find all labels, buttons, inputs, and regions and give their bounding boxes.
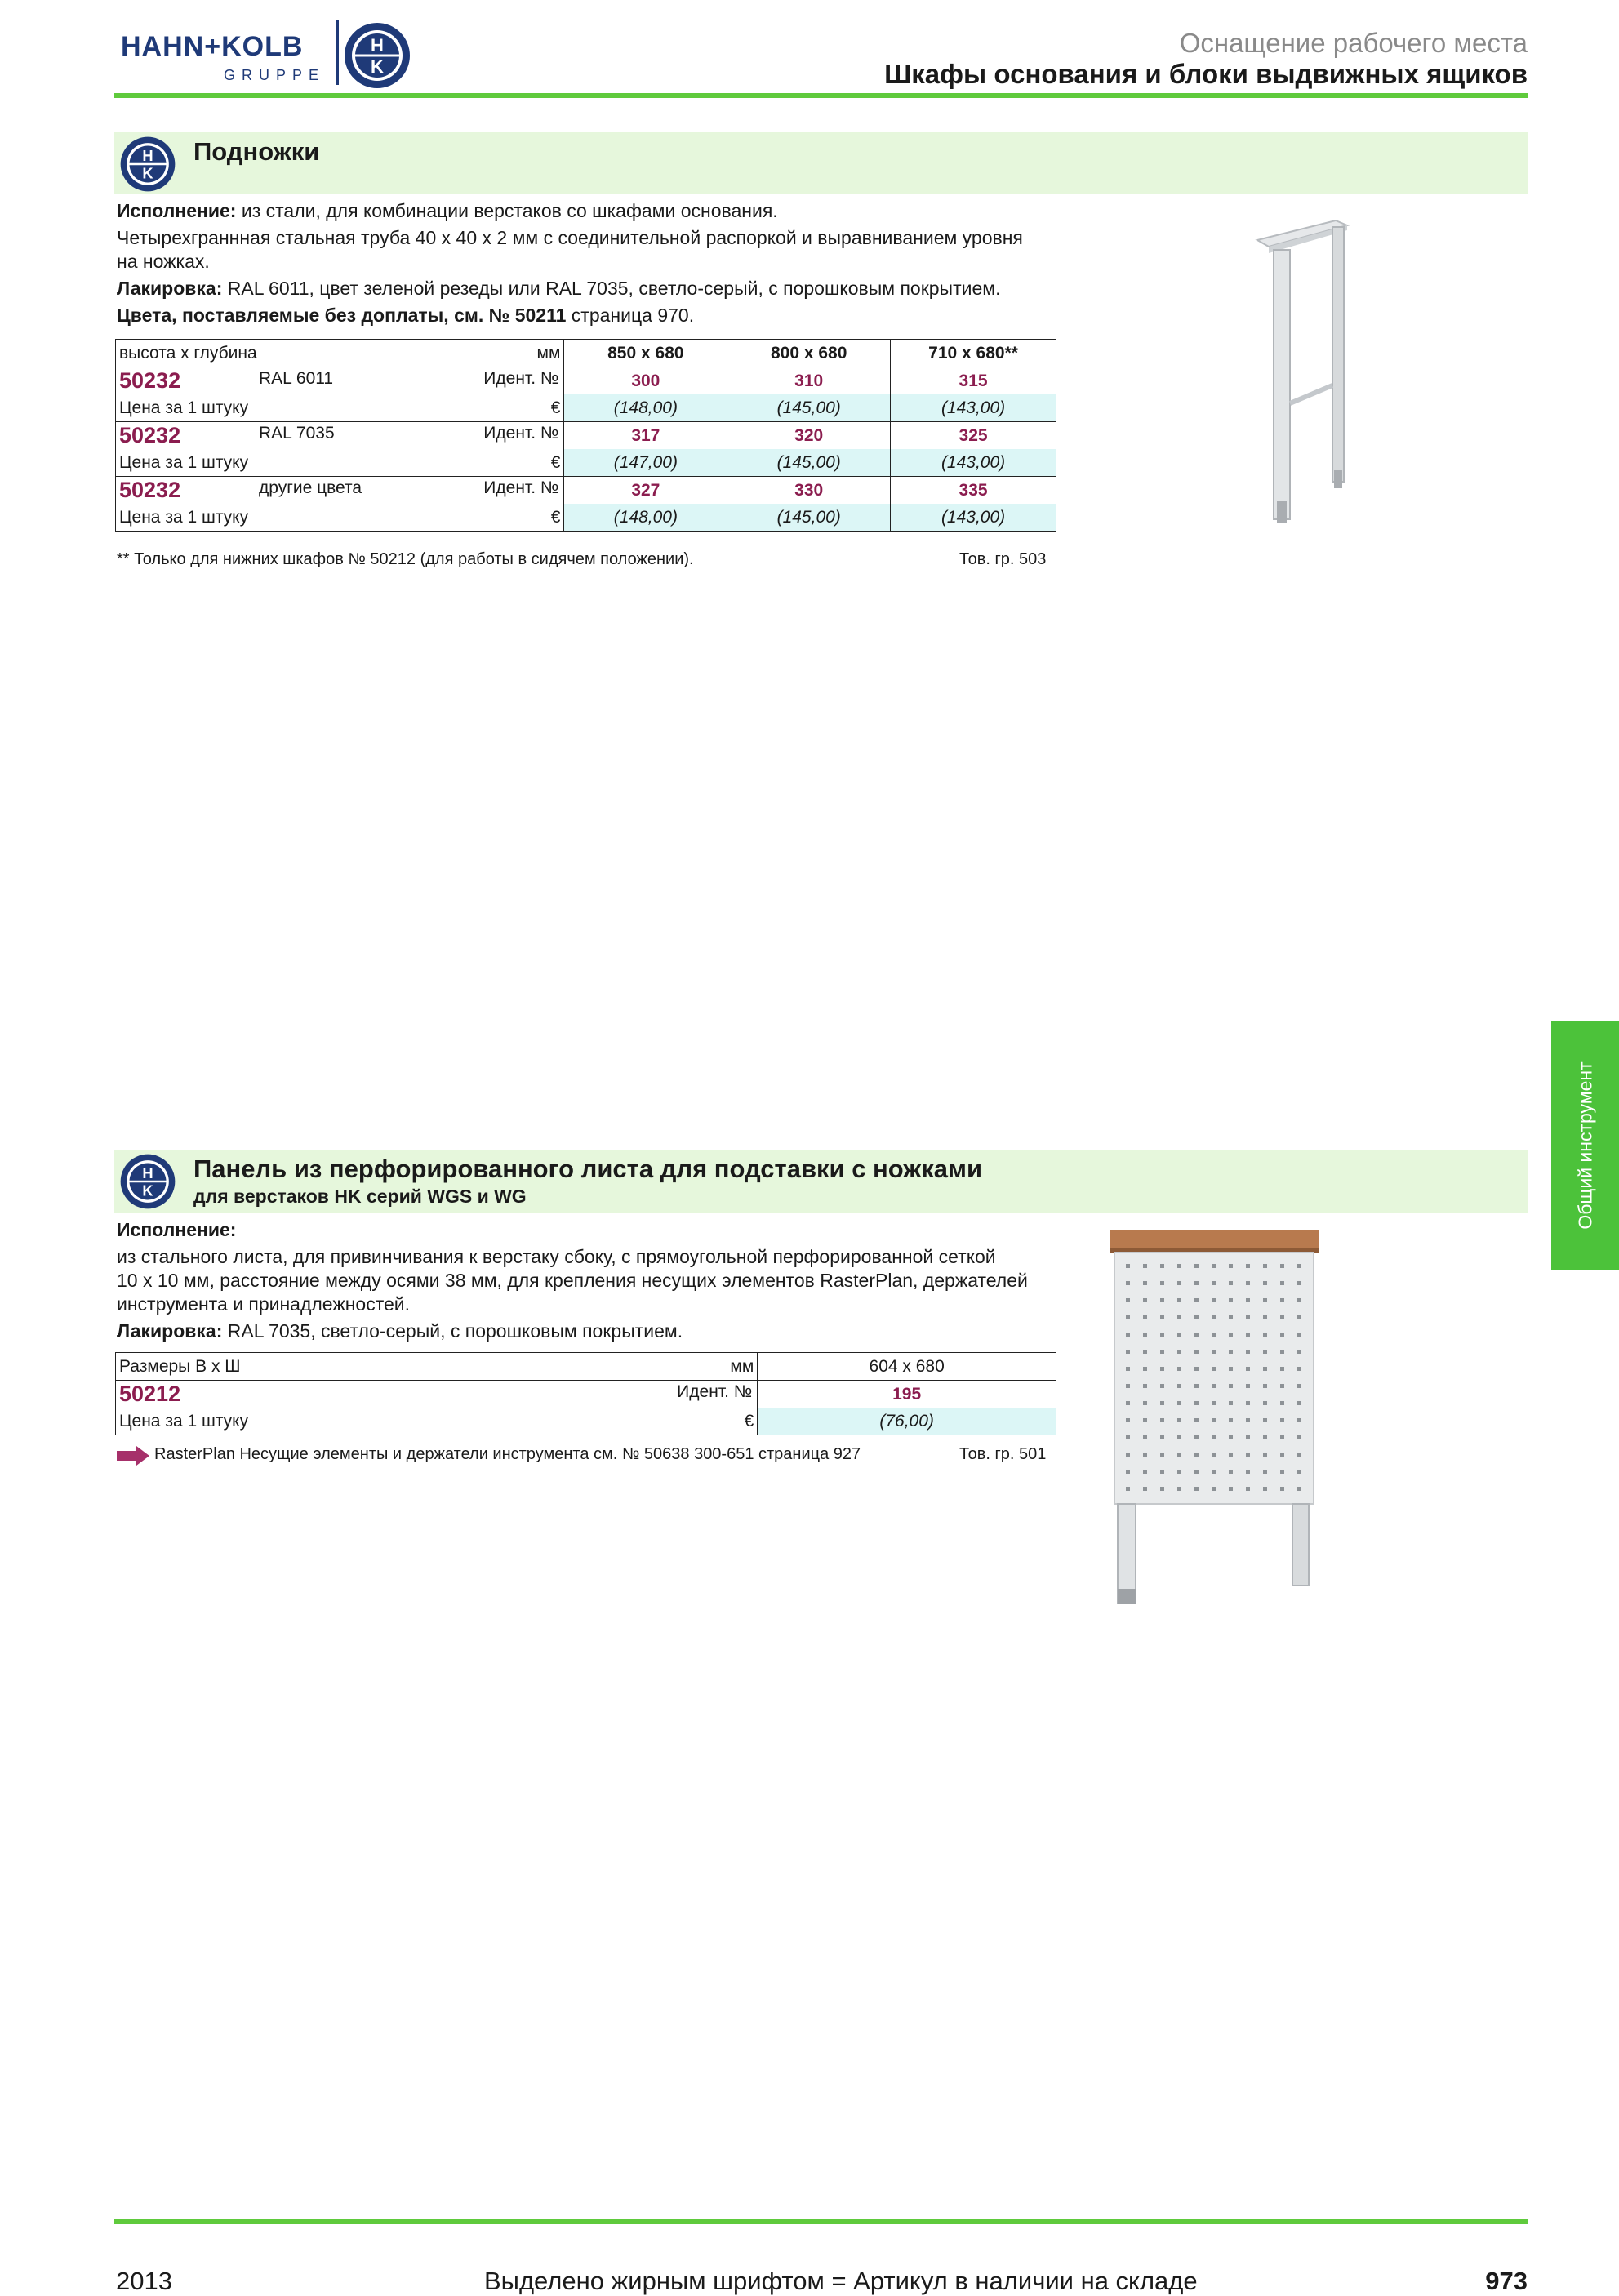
- perforation-hole: [1177, 1350, 1181, 1354]
- perforation-hole: [1246, 1435, 1250, 1439]
- table-row: [116, 367, 1056, 395]
- article-number[interactable]: 50232: [119, 368, 181, 393]
- perforation-hole: [1160, 1487, 1164, 1491]
- price-value: (143,00): [891, 504, 1056, 532]
- perforation-hole: [1263, 1401, 1267, 1405]
- perforation-hole: [1212, 1435, 1216, 1439]
- perforation-hole: [1229, 1435, 1233, 1439]
- dimension-label: Размеры В x Ш: [119, 1356, 241, 1376]
- finish-text: RAL 6011, цвет зеленой резеды или RAL 7035, светло-серый, с порошковым покрытием.: [222, 278, 1001, 299]
- perforation-hole: [1229, 1333, 1233, 1337]
- perforation-hole: [1297, 1333, 1301, 1337]
- price-value: (145,00): [727, 394, 891, 422]
- price-value: (143,00): [891, 394, 1056, 422]
- perforation-hole: [1246, 1470, 1250, 1474]
- spec-label: Исполнение:: [117, 200, 237, 221]
- perforation-hole: [1263, 1453, 1267, 1457]
- perforation-hole: [1177, 1384, 1181, 1388]
- ident-number[interactable]: 335: [891, 477, 1056, 505]
- perforation-hole: [1194, 1453, 1199, 1457]
- perforation-hole: [1246, 1418, 1250, 1422]
- perforation-hole: [1143, 1487, 1147, 1491]
- perforation-hole: [1229, 1298, 1233, 1302]
- reference-arrow-icon: [117, 1446, 149, 1466]
- price-row: [116, 394, 1056, 422]
- perforation-hole: [1143, 1435, 1147, 1439]
- perforation-hole: [1143, 1384, 1147, 1388]
- section-description: [117, 199, 1056, 327]
- perforation-hole: [1280, 1350, 1284, 1354]
- price-label: Цена за 1 штуку: [119, 1411, 249, 1431]
- perforation-hole: [1177, 1264, 1181, 1268]
- perforation-hole: [1263, 1350, 1267, 1354]
- ident-label: Идент. №: [677, 1382, 753, 1401]
- perforation-hole: [1126, 1418, 1130, 1422]
- perforation-hole: [1126, 1453, 1130, 1457]
- perforation-hole: [1126, 1350, 1130, 1354]
- perforation-hole: [1280, 1315, 1284, 1319]
- side-tab-general-tools[interactable]: [1551, 1021, 1619, 1270]
- table-header-row: [116, 340, 1056, 367]
- perforation-hole: [1177, 1401, 1181, 1405]
- perforation-hole: [1229, 1367, 1233, 1371]
- perforation-hole: [1246, 1367, 1250, 1371]
- currency-label: €: [550, 452, 561, 472]
- finish-label: Лакировка:: [117, 278, 223, 299]
- svg-text:H: H: [142, 1164, 153, 1181]
- perforation-hole: [1126, 1315, 1130, 1319]
- perforation-hole: [1212, 1453, 1216, 1457]
- unit-label: мм: [730, 1356, 754, 1376]
- hk-logo-icon: [119, 136, 176, 193]
- section-band-footstands: [114, 132, 1528, 194]
- perforation-hole: [1177, 1435, 1181, 1439]
- ident-number[interactable]: 310: [727, 367, 891, 395]
- perforation-hole: [1246, 1333, 1250, 1337]
- table-row: [116, 477, 1056, 505]
- perforation-hole: [1246, 1453, 1250, 1457]
- price-value: (148,00): [564, 394, 727, 422]
- currency-label: €: [550, 507, 561, 527]
- price-value: (147,00): [564, 449, 727, 477]
- perforation-hole: [1280, 1453, 1284, 1457]
- perforation-hole: [1229, 1418, 1233, 1422]
- spec-text-line: инструмента и принадлежностей.: [117, 1293, 411, 1315]
- perforation-hole: [1126, 1281, 1130, 1285]
- perforation-hole: [1160, 1435, 1164, 1439]
- perforation-hole: [1177, 1487, 1181, 1491]
- perforation-hole: [1177, 1281, 1181, 1285]
- perforation-hole: [1194, 1367, 1199, 1371]
- perforation-hole: [1263, 1418, 1267, 1422]
- spec-text-line: на ножках.: [117, 251, 210, 272]
- footstand-product-image: [1241, 214, 1355, 526]
- perforation-hole: [1126, 1487, 1130, 1491]
- perforation-hole: [1280, 1470, 1284, 1474]
- perforation-hole: [1160, 1367, 1164, 1371]
- ident-label: Идент. №: [483, 424, 559, 443]
- unit-label: мм: [536, 343, 561, 363]
- perforation-hole: [1143, 1453, 1147, 1457]
- perforation-hole: [1280, 1264, 1284, 1268]
- perforation-hole: [1212, 1401, 1216, 1405]
- perforation-hole: [1280, 1333, 1284, 1337]
- svg-text:H: H: [371, 35, 384, 56]
- perforation-hole: [1229, 1401, 1233, 1405]
- perforation-hole: [1297, 1315, 1301, 1319]
- perforation-hole: [1246, 1315, 1250, 1319]
- perforation-hole: [1194, 1298, 1199, 1302]
- ident-number[interactable]: 315: [891, 367, 1056, 395]
- article-number[interactable]: 50232: [119, 423, 181, 447]
- perforation-hole: [1212, 1384, 1216, 1388]
- perforation-hole: [1212, 1315, 1216, 1319]
- price-value: (145,00): [727, 504, 891, 532]
- svg-text:K: K: [142, 164, 153, 182]
- perforation-hole: [1297, 1401, 1301, 1405]
- price-row: [116, 504, 1056, 532]
- perforation-hole: [1160, 1315, 1164, 1319]
- price-row: [116, 449, 1056, 477]
- perforation-hole: [1212, 1350, 1216, 1354]
- price-value: (76,00): [758, 1408, 1056, 1435]
- footer-note: Выделено жирным шрифтом = Артикул в наличии на складе: [484, 2267, 1198, 2295]
- section-title: Подножки: [193, 137, 320, 166]
- svg-text:K: K: [371, 56, 384, 77]
- perforation-hole: [1126, 1333, 1130, 1337]
- perforation-hole: [1143, 1350, 1147, 1354]
- perforation-hole: [1263, 1367, 1267, 1371]
- colors-link[interactable]: Цвета, поставляемые без доплаты, см. № 50211: [117, 305, 567, 326]
- perforation-hole: [1229, 1264, 1233, 1268]
- perforation-hole: [1297, 1435, 1301, 1439]
- ident-number[interactable]: 320: [727, 422, 891, 450]
- perforation-hole: [1194, 1333, 1199, 1337]
- currency-label: €: [550, 398, 561, 417]
- perforation-hole: [1194, 1264, 1199, 1268]
- spec-text-line: из стального листа, для привинчивания к верстаку сбоку, с прямоугольной перфорированной сеткой: [117, 1246, 996, 1267]
- perforation-hole: [1212, 1367, 1216, 1371]
- perforation-hole: [1263, 1333, 1267, 1337]
- product-table-panel: [115, 1352, 1056, 1435]
- price-label: Цена за 1 штуку: [119, 398, 249, 417]
- perforation-hole: [1263, 1384, 1267, 1388]
- perforation-hole: [1212, 1298, 1216, 1302]
- perforation-hole: [1246, 1298, 1250, 1302]
- perforation-hole: [1194, 1384, 1199, 1388]
- perforation-hole: [1160, 1470, 1164, 1474]
- perforation-hole: [1229, 1470, 1233, 1474]
- perforation-hole: [1297, 1384, 1301, 1388]
- perforation-hole: [1280, 1401, 1284, 1405]
- hk-logo-icon: [119, 1153, 176, 1210]
- perforation-hole: [1246, 1281, 1250, 1285]
- perforation-hole: [1246, 1384, 1250, 1388]
- perforation-hole: [1263, 1281, 1267, 1285]
- product-table-footstands: [115, 339, 1056, 532]
- product-group: Тов. гр. 501: [959, 1445, 1047, 1463]
- ident-number[interactable]: 330: [727, 477, 891, 505]
- currency-label: €: [744, 1411, 754, 1431]
- ident-number[interactable]: 195: [758, 1381, 1056, 1408]
- perforation-hole: [1177, 1470, 1181, 1474]
- perforation-hole: [1229, 1281, 1233, 1285]
- ident-number[interactable]: 327: [564, 477, 727, 505]
- perforation-hole: [1263, 1435, 1267, 1439]
- spec-text: из стали, для комбинации верстаков со шкафами основания.: [236, 200, 778, 221]
- side-tab-label: Общий инструмент: [1574, 1061, 1595, 1230]
- perforation-hole: [1280, 1487, 1284, 1491]
- perforation-hole: [1126, 1367, 1130, 1371]
- perforation-hole: [1212, 1418, 1216, 1422]
- perforation-hole: [1143, 1470, 1147, 1474]
- ident-number[interactable]: 317: [564, 422, 727, 450]
- perforation-hole: [1246, 1487, 1250, 1491]
- perforation-hole: [1297, 1470, 1301, 1474]
- header-category: Оснащение рабочего места: [1179, 28, 1528, 58]
- perforation-hole: [1160, 1384, 1164, 1388]
- perforation-hole: [1143, 1333, 1147, 1337]
- perforation-hole: [1177, 1315, 1181, 1319]
- perforation-hole: [1143, 1315, 1147, 1319]
- brand-logo-subtext: GRUPPE: [224, 67, 326, 83]
- column-header: 604 x 680: [758, 1353, 1056, 1381]
- perforation-hole: [1280, 1384, 1284, 1388]
- ident-label: Идент. №: [483, 478, 559, 497]
- ident-label: Идент. №: [483, 369, 559, 388]
- perforation-hole: [1263, 1487, 1267, 1491]
- dimension-label: высота x глубина: [119, 343, 257, 363]
- column-header: 850 x 680: [564, 340, 727, 367]
- reference-link[interactable]: RasterPlan Несущие элементы и держатели инструмента см. № 50638 300-651 страница 927: [154, 1445, 861, 1463]
- page-number: 973: [1485, 2267, 1528, 2295]
- perforation-hole: [1194, 1401, 1199, 1405]
- column-header: 800 x 680: [727, 340, 891, 367]
- perforation-hole: [1160, 1281, 1164, 1285]
- perforation-hole: [1297, 1281, 1301, 1285]
- perforation-hole: [1177, 1418, 1181, 1422]
- perforation-hole: [1280, 1435, 1284, 1439]
- finish-text: RAL 7035, светло-серый, с порошковым покрытием.: [222, 1320, 683, 1342]
- perforation-hole: [1160, 1418, 1164, 1422]
- perforation-hole: [1280, 1298, 1284, 1302]
- ident-number[interactable]: 325: [891, 422, 1056, 450]
- price-label: Цена за 1 штуку: [119, 507, 249, 527]
- perforation-hole: [1263, 1315, 1267, 1319]
- article-number[interactable]: 50232: [119, 478, 181, 502]
- perforation-hole: [1194, 1487, 1199, 1491]
- svg-text:H: H: [142, 146, 153, 164]
- colors-page-text: страница 970.: [566, 305, 695, 326]
- perforation-hole: [1229, 1315, 1233, 1319]
- perforation-hole: [1229, 1453, 1233, 1457]
- perforation-hole: [1280, 1281, 1284, 1285]
- article-number[interactable]: 50212: [119, 1382, 181, 1406]
- perforation-hole: [1194, 1281, 1199, 1285]
- perforation-hole: [1280, 1418, 1284, 1422]
- section-title: Панель из перфорированного листа для подставки с ножками: [193, 1155, 983, 1183]
- perforation-hole: [1177, 1453, 1181, 1457]
- price-value: (148,00): [564, 504, 727, 532]
- finish-label: Лакировка:: [117, 1320, 223, 1342]
- section-description: [117, 1218, 1056, 1343]
- column-header: 710 x 680**: [891, 340, 1056, 367]
- perforation-hole: [1143, 1281, 1147, 1285]
- perforation-hole: [1126, 1264, 1130, 1268]
- perforation-hole: [1126, 1435, 1130, 1439]
- brand-logo-text: HAHN+KOLB: [121, 31, 304, 62]
- footer-year: 2013: [116, 2267, 172, 2295]
- perforation-hole: [1212, 1487, 1216, 1491]
- variant-label: другие цвета: [259, 478, 362, 497]
- perforation-hole: [1160, 1264, 1164, 1268]
- perforation-hole: [1212, 1281, 1216, 1285]
- logo-divider: [336, 20, 339, 85]
- perforation-hole: [1297, 1264, 1301, 1268]
- product-group: Тов. гр. 503: [959, 550, 1047, 568]
- perforation-hole: [1212, 1264, 1216, 1268]
- header-title: Шкафы основания и блоки выдвижных ящиков: [884, 59, 1528, 89]
- perforation-hole: [1280, 1367, 1284, 1371]
- perforation-hole: [1194, 1350, 1199, 1354]
- perforation-hole: [1177, 1367, 1181, 1371]
- section-subtitle: для верстаков HK серий WGS и WG: [193, 1186, 527, 1207]
- perforation-hole: [1246, 1264, 1250, 1268]
- variant-label: RAL 7035: [259, 424, 335, 443]
- perforation-hole: [1177, 1298, 1181, 1302]
- perforation-hole: [1263, 1470, 1267, 1474]
- perforation-hole: [1246, 1350, 1250, 1354]
- price-row: [116, 1408, 1056, 1435]
- table-row: [116, 1381, 1056, 1408]
- perforation-hole: [1160, 1298, 1164, 1302]
- spec-label: Исполнение:: [117, 1219, 237, 1240]
- header-rule: [114, 93, 1528, 98]
- ident-number[interactable]: 300: [564, 367, 727, 395]
- hk-logo-icon: [343, 21, 411, 90]
- price-value: (143,00): [891, 449, 1056, 477]
- variant-label: RAL 6011: [259, 369, 334, 388]
- perforation-hole: [1194, 1418, 1199, 1422]
- perforation-hole: [1212, 1470, 1216, 1474]
- perforation-hole: [1126, 1470, 1130, 1474]
- perforation-hole: [1160, 1350, 1164, 1354]
- perforation-hole: [1143, 1418, 1147, 1422]
- perforation-hole: [1297, 1367, 1301, 1371]
- perforation-hole: [1126, 1384, 1130, 1388]
- price-value: (145,00): [727, 449, 891, 477]
- perforation-hole: [1297, 1487, 1301, 1491]
- perforation-hole: [1143, 1367, 1147, 1371]
- price-label: Цена за 1 штуку: [119, 452, 249, 472]
- perforation-hole: [1194, 1315, 1199, 1319]
- footer-rule: [114, 2219, 1528, 2224]
- perforation-hole: [1160, 1453, 1164, 1457]
- perforation-hole: [1246, 1401, 1250, 1405]
- perforation-hole: [1126, 1298, 1130, 1302]
- perforation-hole: [1297, 1298, 1301, 1302]
- perforation-hole: [1126, 1401, 1130, 1405]
- perforation-hole: [1177, 1333, 1181, 1337]
- perforation-hole: [1212, 1333, 1216, 1337]
- perforated-panel-product-image: [1106, 1230, 1319, 1607]
- perforation-hole: [1160, 1333, 1164, 1337]
- perforation-hole: [1229, 1487, 1233, 1491]
- perforation-hole: [1160, 1401, 1164, 1405]
- perforation-hole: [1297, 1350, 1301, 1354]
- table-header-row: [116, 1353, 1056, 1381]
- perforation-hole: [1229, 1384, 1233, 1388]
- perforation-hole: [1263, 1298, 1267, 1302]
- table-row: [116, 422, 1056, 450]
- perforation-hole: [1297, 1418, 1301, 1422]
- perforation-hole: [1229, 1350, 1233, 1354]
- perforation-hole: [1194, 1470, 1199, 1474]
- spec-text-line: 10 x 10 мм, расстояние между осями 38 мм, для крепления несущих элементов RasterPlan, держателей: [117, 1270, 1028, 1291]
- svg-text:K: K: [142, 1181, 153, 1199]
- perforation-hole: [1143, 1401, 1147, 1405]
- perforation-hole: [1297, 1453, 1301, 1457]
- spec-text-line: Четырехграннная стальная труба 40 x 40 x 2 мм с соединительной распоркой и выравниванием уровня: [117, 227, 1023, 248]
- perforation-hole: [1194, 1435, 1199, 1439]
- perforation-hole: [1263, 1264, 1267, 1268]
- perforation-hole: [1143, 1298, 1147, 1302]
- perforation-hole: [1143, 1264, 1147, 1268]
- footnote: ** Только для нижних шкафов № 50212 (для работы в сидячем положении).: [117, 550, 694, 568]
